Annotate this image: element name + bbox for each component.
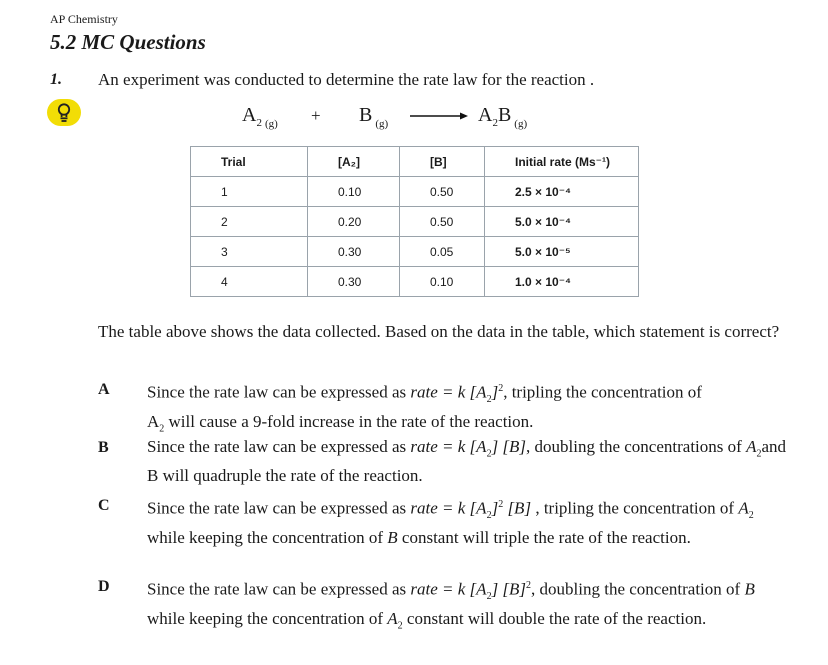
question-prompt: The table above shows the data collected. Based on the data in the table, which statement is correct? (98, 322, 780, 341)
table-cell: 0.30 (308, 237, 400, 267)
table-cell: 2 (191, 207, 308, 237)
table-row (191, 177, 639, 207)
table-cell: 0.10 (400, 267, 485, 297)
table-cell: 1 (191, 177, 308, 207)
course-label: AP Chemistry (50, 12, 118, 26)
page-title: 5.2 MC Questions (50, 30, 206, 54)
product-a2b: $A_2B$ $_{(g)}$ (478, 104, 528, 130)
hint-button[interactable] (47, 99, 81, 126)
table-cell: 1.0 × 10⁻⁴ (485, 267, 639, 297)
header-trial: Trial (191, 147, 308, 177)
lightbulb-icon (47, 99, 81, 126)
option-b-letter[interactable]: B (98, 439, 109, 456)
table-cell: 4 (191, 267, 308, 297)
question-number: 1. (50, 71, 62, 88)
question-text: An experiment was conducted to determine the rate law for the reaction . (98, 70, 595, 89)
option-d-text[interactable]: Since the rate law can be expressed as rate = k $[A_2]$ $[B]^2$, doubling the concentration of B while keeping the concentration of $A_2$ constant will double the rate of the reaction. (147, 579, 755, 632)
reactant-a2: $A_2$ $_{(g)}$ (242, 104, 278, 130)
table-cell: 0.50 (400, 207, 485, 237)
table-cell: 0.10 (308, 177, 400, 207)
table-header-row (191, 147, 639, 177)
table-cell: 3 (191, 237, 308, 267)
table-row (191, 237, 639, 267)
option-b-text[interactable]: Since the rate law can be expressed as rate = k $[A_2]$ [B], doubling the concentrations of $A_2and$ B will quadruple the rate of the reaction. (147, 437, 786, 486)
option-d-letter[interactable]: D (98, 578, 110, 595)
option-c-text[interactable]: Since the rate law can be expressed as rate = k $[A_2]^2$ [B] , tripling the concentration of $A_2$ while keeping the concentration of B constant will triple the rate of the reaction. (147, 498, 754, 548)
table-cell: 0.50 (400, 177, 485, 207)
table-cell: 0.05 (400, 237, 485, 267)
header-b: [B] (400, 147, 485, 177)
reaction-arrow-icon (410, 111, 468, 121)
reactant-b: B $_{(g)}$ (359, 104, 389, 130)
option-c-letter[interactable]: C (98, 497, 110, 514)
data-table (190, 146, 639, 297)
table-row (191, 267, 639, 297)
table-cell: 5.0 × 10⁻⁵ (485, 237, 639, 267)
option-a-text[interactable]: Since the rate law can be expressed as rate = k $[A_2]^2$, tripling the concentration of $A_2$ will cause a 9-fold increase in the rate of the reaction. (147, 382, 702, 435)
table-cell: 0.20 (308, 207, 400, 237)
plus-sign: + (311, 106, 321, 125)
table-cell: 0.30 (308, 267, 400, 297)
header-a2: [A₂] (308, 147, 400, 177)
table-cell: 5.0 × 10⁻⁴ (485, 207, 639, 237)
table-row (191, 207, 639, 237)
header-rate: Initial rate (Ms⁻¹) (485, 147, 639, 177)
table-cell: 2.5 × 10⁻⁴ (485, 177, 639, 207)
option-a-letter[interactable]: A (98, 381, 110, 398)
